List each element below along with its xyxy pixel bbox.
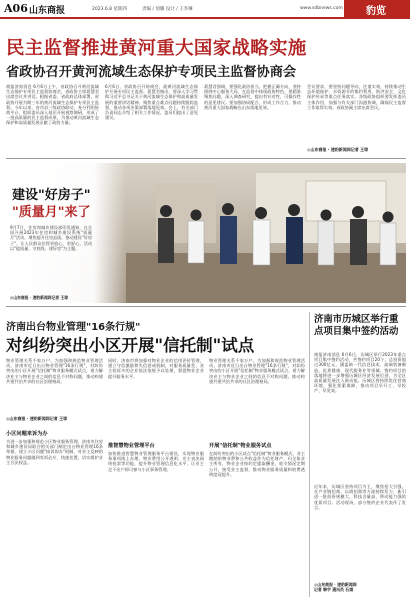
section-badge (344, 0, 410, 17)
section-name: 豹览 (366, 6, 386, 17)
masthead-rule (0, 17, 410, 19)
story3-intro: 物业管理关系千家万户。为加强和规范物业管理活动，济南市近日出台物业管理"16条行规"，对纠纷突出的小区开展"信托制"物业服务模式试点，着力解决业主与物业企业之间的信息不对称问题，推动构建共建共治共享的社区治理格局。 (6, 358, 103, 384)
story4-headline: 济南市历城区举行重点项目集中签约活动 (314, 314, 399, 337)
page-code: A06 (4, 2, 28, 15)
lead-column-1: 商报济南消息 6月6日上午，省政协召开黄河流域生态保护专项民主监督协商会，省政协主席葛慧君出席会议并讲话。根据省委、省政府总体部署，省政协开展为期三年的黄河流域生态保护专项民主监督。今年以来，省市县三级政协联动，充分利用协商平台，组织委员深入基层开展视察调研，形成了一批高质量的民主监督成果，为推动黄河流域生态保护和高质量发展贡献了政协力量。 (6, 84, 99, 126)
lead-column-4: 会议要求，要坚持问题导向，注重实效，持续推动生态环境保护、水资源节约集约利用、防洪安全、文化保护传承等重点任务落实。各级政协组织要发挥委员主体作用，加强与有关部门沟通协调，确保民主监督工作取得实效。省政协副主席出席会议。 (307, 84, 406, 110)
story2-body-overlay: 9月7日，住房和城乡建设部印发通知，在全国开展2023年住房和城乡建设系统"质量月"活动，聚焦提升住房品质，推动建设"好房子"，让人民群众住得更放心、更舒心。活动以"提质量、守底线、建好房"为主题。 (10, 225, 92, 251)
story3-byline: ◎山东商报 · 速豹新闻网记者 王琼 (6, 416, 68, 421)
lead-column-2: 6月6日，省政协召开协商会，就黄河流域生态保护开展专项民主监督。葛慧君指出，要深入学习贯彻习近平总书记关于黄河流域生态保护和高质量发展的重要讲话精神，聚焦重点难点问题持续跟踪监督，推动各项决策部署落地见效。会上，有关部门负责同志介绍了相关工作情况，委员们提出了意见建议。 (105, 84, 198, 121)
site-url: www.sdbnews.com (300, 6, 343, 11)
story3-column-2: 同时，济南市将加强对物业企业的信用评价管理，建立守信激励和失信惩戒机制，对服务质量差、业主投诉多的企业依法依规予以处理，督促物业企业提升服务水平。 (108, 358, 204, 379)
lead-subtitle: 省政协召开黄河流域生态保护专项民主监督协商会 (6, 65, 297, 80)
paper-name: 山东商报 (29, 6, 66, 16)
story3-sub3-body: 在纠纷突出的小区试点"信托制"物业服务模式，业主缴纳的物业费和公共收益作为信托财产，归全体业主所有，物业企业按约定提取酬金，收支情况定期公开，接受业主监督，推动物业服务质量和收费透明度双提升。 (209, 451, 305, 477)
story2-byline-overlay: ◎山东商报 · 速豹新闻网记者 王琼 (10, 295, 69, 300)
story3-column-3: 物业管理关系千家万户。为加强和规范物业管理活动，济南市近日出台物业管理"16条行规"，对纠纷突出的小区开展"信托制"物业服务模式试点，着力解决业主与物业企业之间的信息不对称问题，推动构建共建共治共享的社区治理格局。 (209, 358, 305, 384)
story2-title-line2: "质量月"来了 (12, 205, 91, 220)
story3-subhead-2: 推智慧物业管理平台 (108, 443, 155, 449)
story3-subhead-1: 小区问题来诉为办 (6, 431, 48, 437)
story2-title-line1: 建设"好房子" (12, 188, 91, 203)
column-divider (309, 312, 310, 597)
story3-kicker: 济南出台物业管理"16条行规" (6, 322, 141, 333)
story3-headline: 对纠纷突出小区开展"信托制"试点 (6, 336, 255, 355)
story4-body-2: 近年来，历城区坚持项目为王，聚焦招大引强，在产业链招商、以商招商等方面持续发力，新引进一批投资规模大、科技含量高、带动能力强的优质项目。活动现场，部分签约企业代表作了发言。 (314, 484, 406, 510)
section-rule-1 (6, 158, 406, 159)
story4-byline: ◎山东商报 · 速豹新闻网 记者 韩宇 通讯员 石娟 (314, 582, 357, 592)
story3-sub2-body: 加快推进智慧物业管理服务平台建设，实现物业服务事项线上办理、物业费用公开透明、业主表决网络投票等功能，提升物业管理信息化水平，让业主足不出户即可参与小区事务管理。 (108, 451, 204, 472)
editor-line: 责编 / 划璐 设计 / 王李琳 (142, 7, 193, 12)
story4-body: 商报济南消息 6月6日，历城区举行2023年重点项目集中签约活动，共签约项目20个，总投资超过300亿元，涵盖新一代信息技术、高端装备制造、医养健康、现代服务业等领域。签约项目的落地将进一步增强历城区经济发展后劲，为全区高质量发展注入新动能。历城区将持续优化营商环境，强化要素保障，推动项目早开工、早投产、早见效。 (314, 352, 406, 394)
masthead (0, 0, 410, 18)
section-rule-2 (6, 306, 406, 307)
date-line: 2023.6.8 星期四 (92, 7, 127, 12)
lead-byline: ◎山东商报 · 速豹新闻网记者 王琼 (307, 147, 369, 152)
lead-headline: 民主监督推进黄河重大国家战略实施 (6, 38, 307, 59)
story3-sub1-body: 为进一步加强和规范小区物业服务管理，济南市住房和城乡建设局联合相关部门制定出台物业管理16条举措，建立小区问题"接诉即办"机制，对业主反映的物业服务问题做到有诉必应、快速处置，切实维护业主合法权益。 (6, 439, 103, 465)
lead-column-3: 葛慧君强调，要强化政治担当，把握正确方向，坚持围绕中心服务大局，在监督中体现政协特色。要精准聚焦问题，深入调查研究，提出有针对性、可操作性的意见建议。要加强协同配合，形成工作合力，推动黄河重大国家战略在山东落地见效。 (204, 84, 301, 110)
story3-subhead-3: 开展"信托制"物业服务试点 (209, 443, 272, 449)
